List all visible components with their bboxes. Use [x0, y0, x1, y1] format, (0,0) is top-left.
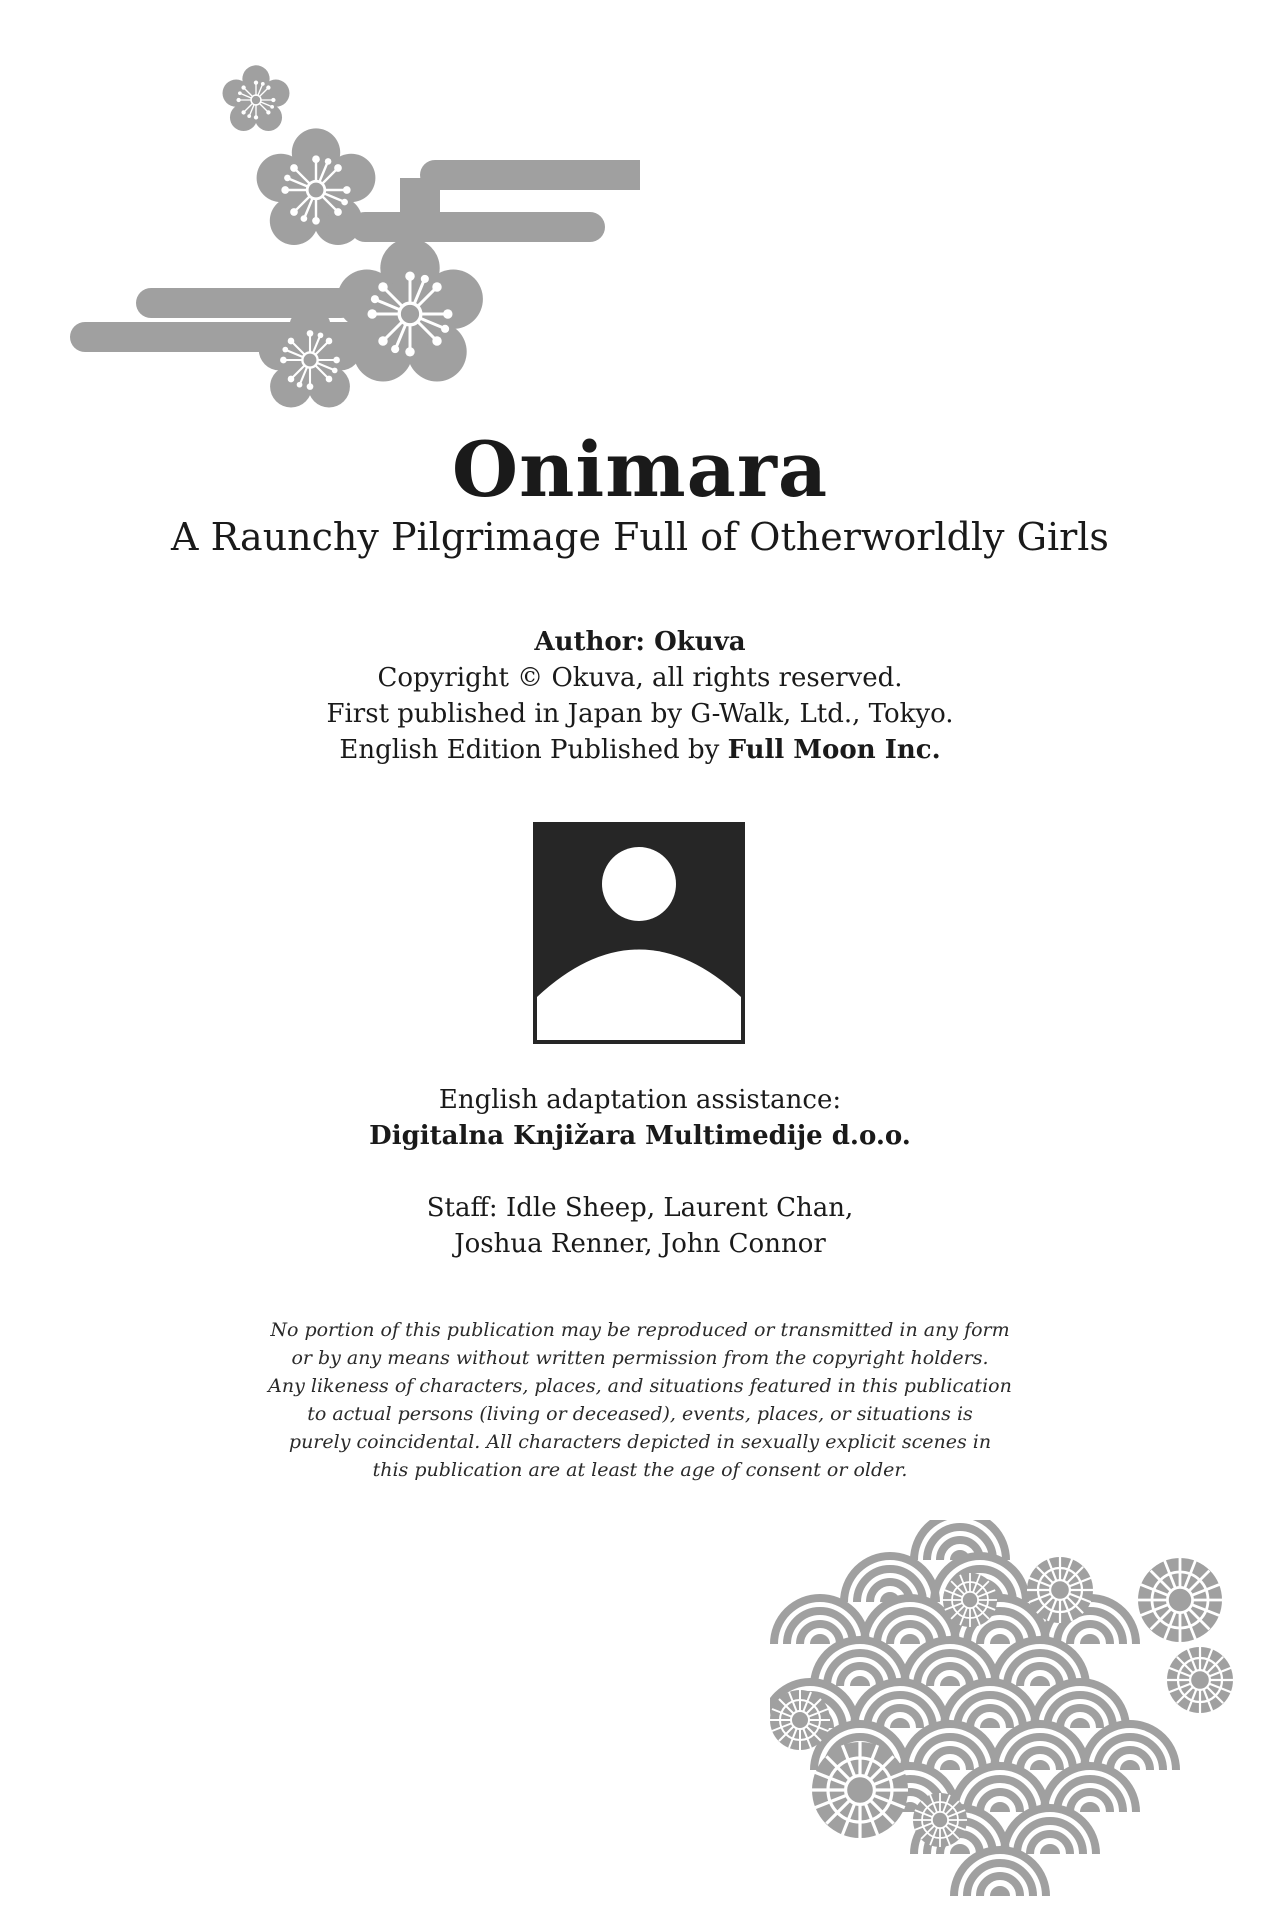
publisher-logo — [533, 822, 745, 1044]
adaptation-label: English adaptation assistance: — [438, 1085, 842, 1115]
copyright-line: Copyright © Okuva, all rights reserved. — [377, 663, 903, 693]
first-published-line: First published in Japan by G-Walk, Ltd., Tokyo. — [326, 699, 954, 729]
staff-block — [0, 1190, 1280, 1262]
english-edition-line — [0, 732, 1280, 768]
disclaimer-line: purely coincidental. All characters depicted in sexually explicit scenes in — [288, 1431, 992, 1453]
book-title: Onimara — [451, 425, 829, 514]
disclaimer-line: to actual persons (living or deceased), events, places, or situations is — [307, 1403, 973, 1425]
author-line: Author: Okuva — [534, 627, 746, 657]
adaptation-company: Digitalna Knjižara Multimedije d.o.o. — [369, 1121, 911, 1151]
full-moon-logo-icon — [533, 822, 745, 1044]
disclaimer-line: Any likeness of characters, places, and situations featured in this publication — [268, 1375, 1012, 1397]
disclaimer-line: or by any means without written permission from the copyright holders. — [291, 1347, 989, 1369]
credits-block — [0, 624, 1280, 768]
adaptation-block — [0, 1082, 1280, 1154]
book-subtitle: A Raunchy Pilgrimage Full of Otherworldly Girls — [171, 515, 1109, 559]
disclaimer-block — [0, 1316, 1280, 1484]
disclaimer-line: No portion of this publication may be reproduced or transmitted in any form — [270, 1319, 1010, 1341]
disclaimer-line: this publication are at least the age of consent or older. — [372, 1459, 908, 1481]
plum-blossom-cloud-icon — [60, 60, 640, 430]
seigaiha-chrysanthemum-icon — [770, 1520, 1250, 1900]
staff-line-2: Joshua Renner, John Connor — [454, 1229, 826, 1259]
publisher-name: Full Moon Inc. — [727, 735, 941, 765]
english-edition-prefix: English Edition Published by — [339, 735, 728, 765]
staff-line-1: Staff: Idle Sheep, Laurent Chan, — [426, 1193, 854, 1223]
